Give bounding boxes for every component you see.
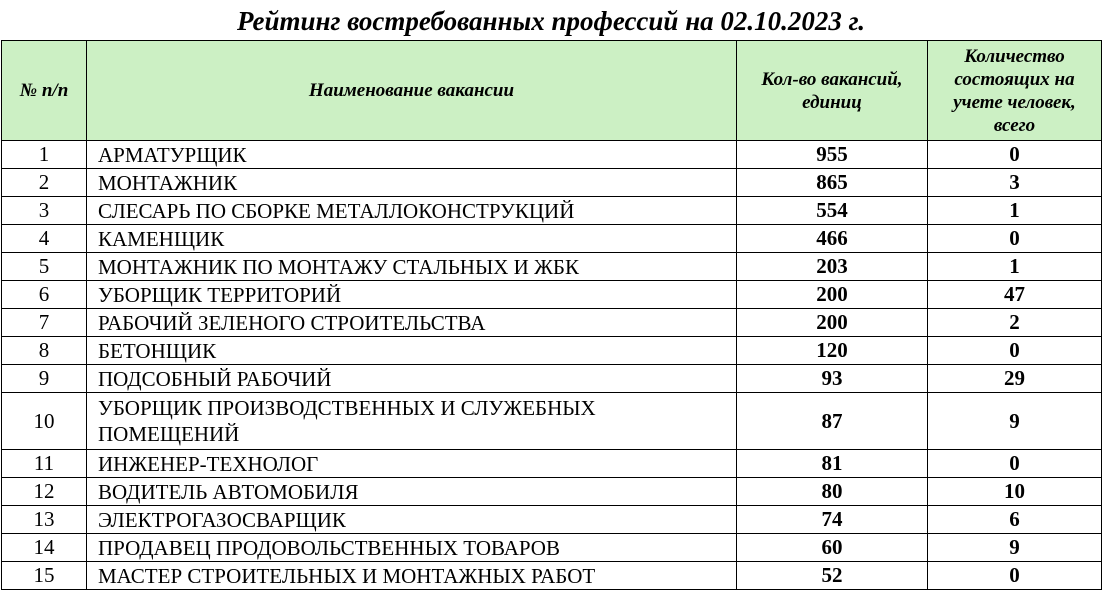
row-name: ВОДИТЕЛЬ АВТОМОБИЛЯ [87, 478, 737, 506]
row-num: 7 [2, 309, 87, 337]
row-registered: 2 [928, 309, 1102, 337]
row-name: РАБОЧИЙ ЗЕЛЕНОГО СТРОИТЕЛЬСТВА [87, 309, 737, 337]
table-row [2, 309, 1102, 337]
row-vacancies: 466 [737, 225, 928, 253]
row-name: ПОДСОБНЫЙ РАБОЧИЙ [87, 365, 737, 393]
row-vacancies: 87 [737, 393, 928, 450]
row-name: ПРОДАВЕЦ ПРОДОВОЛЬСТВЕННЫХ ТОВАРОВ [87, 534, 737, 562]
row-name: ИНЖЕНЕР-ТЕХНОЛОГ [87, 450, 737, 478]
row-vacancies: 865 [737, 169, 928, 197]
table-row [2, 169, 1102, 197]
row-name: УБОРЩИК ТЕРРИТОРИЙ [87, 281, 737, 309]
row-registered: 6 [928, 506, 1102, 534]
row-num: 5 [2, 253, 87, 281]
table-row [2, 141, 1102, 169]
row-vacancies: 120 [737, 337, 928, 365]
row-num: 10 [2, 393, 87, 450]
row-num: 15 [2, 562, 87, 590]
row-vacancies: 200 [737, 309, 928, 337]
row-registered: 29 [928, 365, 1102, 393]
row-registered: 10 [928, 478, 1102, 506]
row-name: ЭЛЕКТРОГАЗОСВАРЩИК [87, 506, 737, 534]
row-vacancies: 955 [737, 141, 928, 169]
row-registered: 3 [928, 169, 1102, 197]
row-registered: 47 [928, 281, 1102, 309]
table-row [2, 197, 1102, 225]
row-name: КАМЕНЩИК [87, 225, 737, 253]
table-header-row [2, 41, 1102, 141]
table-row [2, 281, 1102, 309]
row-registered: 9 [928, 534, 1102, 562]
row-registered: 0 [928, 141, 1102, 169]
row-vacancies: 52 [737, 562, 928, 590]
row-registered: 0 [928, 450, 1102, 478]
table-row [2, 506, 1102, 534]
header-vacancies: Кол-во вакансий, единиц [737, 41, 928, 141]
row-name: МОНТАЖНИК ПО МОНТАЖУ СТАЛЬНЫХ И ЖБК [87, 253, 737, 281]
row-num: 14 [2, 534, 87, 562]
header-registered: Количество состоящих на учете человек, всего [928, 41, 1102, 141]
table-row [2, 365, 1102, 393]
row-num: 11 [2, 450, 87, 478]
row-registered: 0 [928, 337, 1102, 365]
row-num: 4 [2, 225, 87, 253]
table-row [2, 253, 1102, 281]
professions-table [1, 40, 1102, 590]
table-row [2, 478, 1102, 506]
row-vacancies: 80 [737, 478, 928, 506]
row-registered: 0 [928, 562, 1102, 590]
table-row [2, 450, 1102, 478]
row-num: 6 [2, 281, 87, 309]
row-vacancies: 74 [737, 506, 928, 534]
row-vacancies: 60 [737, 534, 928, 562]
header-num: № п/п [2, 41, 87, 141]
row-vacancies: 93 [737, 365, 928, 393]
row-name: СЛЕСАРЬ ПО СБОРКЕ МЕТАЛЛОКОНСТРУКЦИЙ [87, 197, 737, 225]
table-row [2, 393, 1102, 450]
table-row [2, 337, 1102, 365]
row-registered: 1 [928, 253, 1102, 281]
row-num: 12 [2, 478, 87, 506]
table-row [2, 225, 1102, 253]
row-num: 13 [2, 506, 87, 534]
row-vacancies: 200 [737, 281, 928, 309]
row-name: МОНТАЖНИК [87, 169, 737, 197]
row-num: 9 [2, 365, 87, 393]
row-registered: 1 [928, 197, 1102, 225]
row-name: УБОРЩИК ПРОИЗВОДСТВЕННЫХ И СЛУЖЕБНЫХ ПОМЕЩЕНИЙ [87, 393, 737, 450]
row-vacancies: 203 [737, 253, 928, 281]
row-registered: 9 [928, 393, 1102, 450]
header-name: Наименование вакансии [87, 41, 737, 141]
row-num: 2 [2, 169, 87, 197]
page-title: Рейтинг востребованных профессий на 02.10.2023 г. [236, 6, 866, 36]
row-vacancies: 554 [737, 197, 928, 225]
row-name: АРМАТУРЩИК [87, 141, 737, 169]
table-row [2, 562, 1102, 590]
table-row [2, 534, 1102, 562]
row-registered: 0 [928, 225, 1102, 253]
row-num: 3 [2, 197, 87, 225]
row-num: 8 [2, 337, 87, 365]
row-name: БЕТОНЩИК [87, 337, 737, 365]
row-num: 1 [2, 141, 87, 169]
row-name: МАСТЕР СТРОИТЕЛЬНЫХ И МОНТАЖНЫХ РАБОТ [87, 562, 737, 590]
row-vacancies: 81 [737, 450, 928, 478]
